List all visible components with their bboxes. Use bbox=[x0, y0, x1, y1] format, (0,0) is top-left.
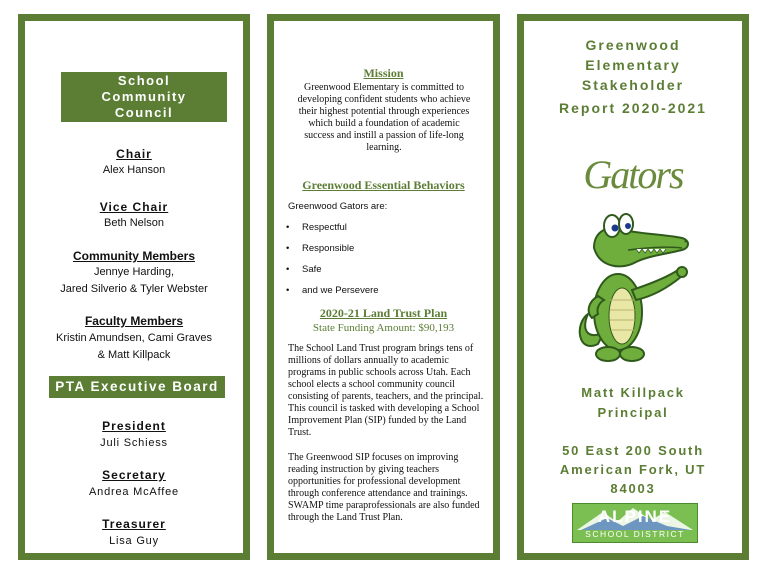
report-title-line: Stakeholder bbox=[581, 77, 685, 93]
report-title-line: Report 2020-2021 bbox=[559, 100, 707, 116]
behaviors-heading: Greenwood Essential Behaviors bbox=[302, 178, 465, 192]
sip-paragraph: The Greenwood SIP focuses on improving reading instruction by giving teachers opportunities for professional development through conference attendance and trainings. SWAMP time paraprofessionals are also funded through the Land Trust Plan. bbox=[288, 452, 480, 523]
land-trust-heading: 2020-21 Land Trust Plan bbox=[319, 306, 448, 320]
report-title-line: Elementary bbox=[585, 57, 681, 73]
report-title-line: Greenwood bbox=[585, 37, 681, 53]
faculty-members-label: Faculty Members bbox=[84, 314, 184, 328]
principal-name: Matt Killpack bbox=[581, 385, 685, 400]
council-title-line: School bbox=[117, 73, 171, 88]
mission-heading: Mission bbox=[363, 66, 404, 80]
mission-text: Greenwood Elementary is committed to developing confident students who achieve their highest potential through experiences which build a foundation of academic success and instill a passion of life-long learning. bbox=[297, 82, 471, 153]
council-title-line: Community bbox=[101, 89, 187, 104]
behavior-label: and we Persevere bbox=[302, 285, 379, 296]
cover-panel bbox=[517, 14, 749, 560]
district-logo-top: ALPINE bbox=[597, 507, 673, 526]
district-logo-bottom: SCHOOL DISTRICT bbox=[585, 529, 685, 539]
community-member-line: Jennye Harding, bbox=[93, 266, 175, 278]
address-line: 50 East 200 South bbox=[562, 443, 704, 458]
behavior-label: Safe bbox=[302, 264, 322, 275]
behavior-item: • and we Persevere bbox=[286, 285, 379, 296]
pta-banner: PTA Executive Board bbox=[49, 376, 225, 398]
faculty-member-line: Kristin Amundsen, Cami Graves bbox=[56, 332, 212, 344]
address-line: American Fork, UT bbox=[559, 462, 707, 477]
council-panel bbox=[18, 14, 250, 560]
community-members-label: Community Members bbox=[72, 249, 196, 263]
address-line: 84003 bbox=[610, 481, 656, 496]
behavior-item: • Responsible bbox=[286, 243, 355, 254]
land-trust-paragraph: The School Land Trust program brings tens of millions of dollars annually to academic programs in public schools across Utah. Each school elects a school community council consisting of parents, teachers, and the principal. This council is tasked with developing a School Improvement Plan (SIP) funded by the Land Trust. bbox=[288, 343, 484, 438]
council-title-line: Council bbox=[114, 105, 174, 120]
behavior-label: Responsible bbox=[302, 243, 355, 254]
chair-label: Chair bbox=[116, 147, 152, 161]
secretary-name: Andrea McAffee bbox=[89, 486, 179, 498]
behavior-item: • Respectful bbox=[286, 222, 347, 233]
community-member-line: Jared Silverio & Tyler Webster bbox=[60, 283, 208, 295]
faculty-member-line: & Matt Killpack bbox=[97, 349, 171, 361]
vice-chair-name: Beth Nelson bbox=[104, 217, 164, 229]
secretary-label: Secretary bbox=[102, 468, 166, 482]
behavior-item: • Safe bbox=[286, 264, 322, 275]
funding-amount: State Funding Amount: $90,193 bbox=[312, 322, 455, 334]
treasurer-label: Treasurer bbox=[102, 517, 166, 531]
behaviors-intro: Greenwood Gators are: bbox=[288, 201, 388, 212]
principal-title: Principal bbox=[597, 405, 669, 420]
vice-chair-label: Vice Chair bbox=[99, 200, 169, 214]
president-label: President bbox=[102, 419, 166, 433]
alligator-mascot-image bbox=[570, 204, 700, 374]
president-name: Juli Schiess bbox=[100, 437, 168, 449]
alpine-mountains-logo bbox=[572, 503, 698, 543]
gators-wordmark: Gators bbox=[583, 152, 683, 197]
council-banner bbox=[61, 72, 227, 122]
behavior-label: Respectful bbox=[302, 222, 347, 233]
treasurer-name: Lisa Guy bbox=[109, 535, 159, 547]
chair-name: Alex Hanson bbox=[102, 164, 166, 176]
mission-panel bbox=[267, 14, 500, 560]
